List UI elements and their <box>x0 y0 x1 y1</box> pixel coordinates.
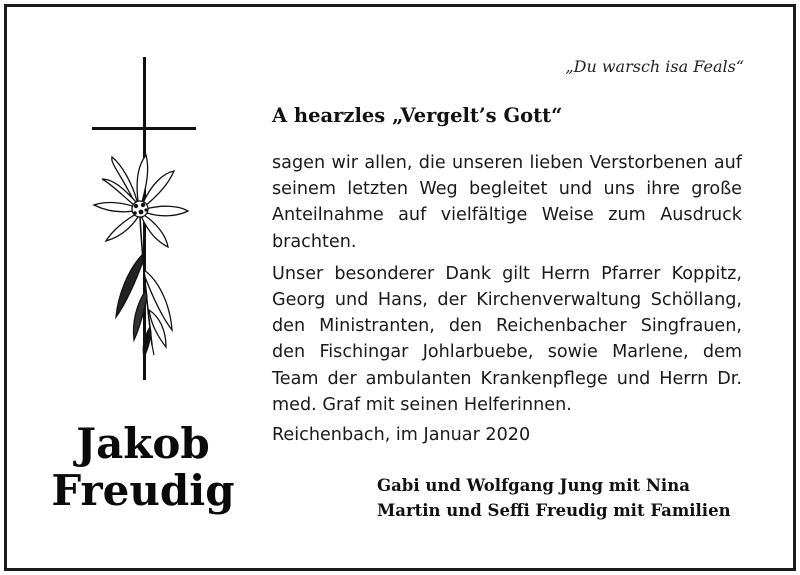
thanks-heading: A hearzles „Vergelt’s Gott“ <box>272 104 563 127</box>
paragraph-thanks: sagen wir allen, die unseren lieben Verstorbenen auf seinem letzten Weg begleitet und uns ihre große Anteilnahme auf vielfältige Weise zum Ausdruck brachten. <box>272 153 742 252</box>
deceased-name <box>40 420 246 514</box>
memorial-art <box>80 55 210 385</box>
place-date: Reichenbach, im Januar 2020 <box>272 425 531 445</box>
first-name: Jakob <box>76 419 210 468</box>
thanks-body <box>272 150 742 418</box>
signature-line: Martin und Seffi Freudig mit Familien <box>377 501 731 520</box>
signatures <box>377 473 731 523</box>
paragraph-special-thanks: Unser besonderer Dank gilt Herrn Pfarrer Koppitz, Georg und Hans, der Kirchenverwaltung Schöllang, den Ministranten, den Reichenbacher Singfrauen, den Fischingar Johlarbuebe, sowie Marlene, dem Team der ambulanten Krankenpflege und Herrn Dr. med. Graf mit seinen Helferinnen. <box>272 263 742 415</box>
signature-line: Gabi und Wolfgang Jung mit Nina <box>377 476 690 495</box>
edelweiss-icon <box>94 155 188 357</box>
last-name: Freudig <box>51 466 235 515</box>
motto: „Du warsch isa Feals“ <box>565 57 744 76</box>
